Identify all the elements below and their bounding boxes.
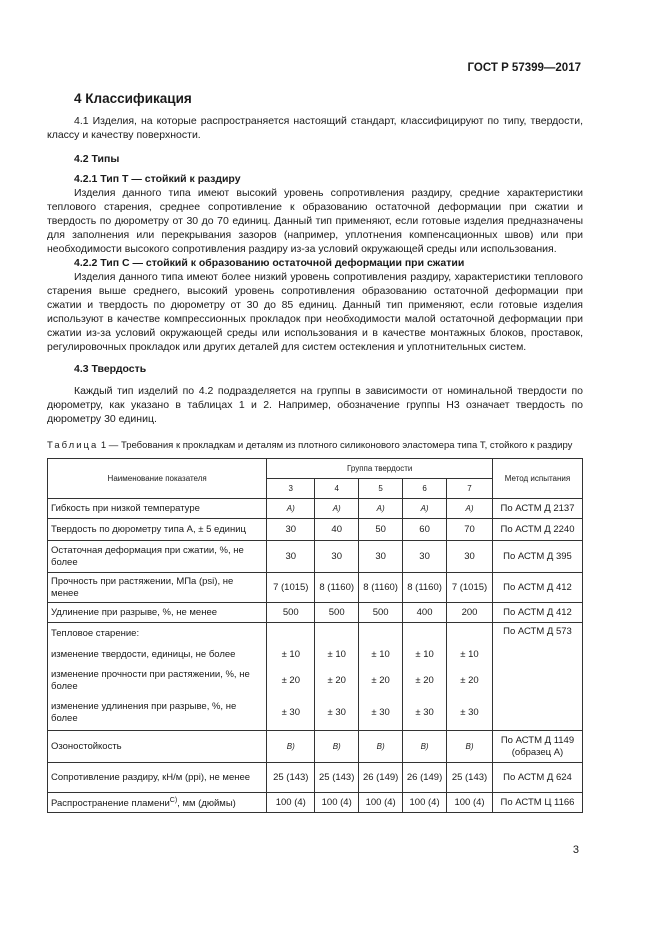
cell: 70: [447, 519, 493, 541]
cell: 25 (143): [447, 763, 493, 793]
page-number: 3: [572, 844, 579, 856]
table-row: [48, 541, 583, 573]
cell: 50: [359, 519, 403, 541]
cell: 30: [267, 519, 315, 541]
table-caption: [47, 440, 583, 452]
cell: 7 (1015): [267, 573, 315, 603]
row-name: Озоностойкость: [48, 731, 267, 763]
cell: 100 (4): [315, 793, 359, 813]
cell: 30: [359, 541, 403, 573]
row-name-suffix: , мм (дюймы): [177, 798, 236, 810]
cell: ± 30: [267, 697, 315, 731]
cell: 7 (1015): [447, 573, 493, 603]
cell: 25 (143): [267, 763, 315, 793]
row-name: Прочность при растяжении, МПа (psi), не менее: [48, 573, 267, 603]
cell: 100 (4): [359, 793, 403, 813]
method-cell: По АСТМ Д 1149 (образец А): [492, 731, 582, 763]
cell: ± 10: [403, 645, 447, 665]
cell: ± 20: [447, 665, 493, 697]
cell: ± 20: [403, 665, 447, 697]
cell: 8 (1160): [315, 573, 359, 603]
row-name: Удлинение при разрыве, %, не менее: [48, 603, 267, 623]
cell: 25 (143): [315, 763, 359, 793]
row-name: Сопротивление раздиру, кН/м (ppi), не менее: [48, 763, 267, 793]
method-cell: По АСТМ Ц 1166: [492, 793, 582, 813]
table-caption-prefix: Таблица: [47, 440, 99, 451]
cell: B): [315, 731, 359, 763]
cell: ± 10: [267, 645, 315, 665]
footnote-mark: C): [169, 796, 178, 804]
cell: ± 30: [359, 697, 403, 731]
cell: A): [403, 499, 447, 519]
method-cell: По АСТМ Д 412: [492, 573, 582, 603]
cell: B): [403, 731, 447, 763]
cell: A): [447, 499, 493, 519]
group-6: 6: [403, 479, 447, 499]
cell: A): [359, 499, 403, 519]
section-title: 4 Классификация: [74, 91, 192, 106]
table-row: [48, 519, 583, 541]
group-4: 4: [315, 479, 359, 499]
cell: 26 (149): [359, 763, 403, 793]
row-name: [48, 793, 267, 813]
heading-4-2: 4.2 Типы: [74, 153, 120, 165]
row-name: Остаточная деформация при сжатии, %, не более: [48, 541, 267, 573]
cell: ± 30: [403, 697, 447, 731]
cell: 100 (4): [403, 793, 447, 813]
row-name: изменение прочности при растяжении, %, не более: [48, 665, 267, 697]
cell: 400: [403, 603, 447, 623]
cell: ± 20: [267, 665, 315, 697]
col-header-group: Группа твердости: [267, 459, 493, 479]
cell: ± 30: [315, 697, 359, 731]
row-name-main: Распространение пламени: [51, 798, 170, 810]
cell: ± 10: [359, 645, 403, 665]
cell: ± 20: [315, 665, 359, 697]
table-row: [48, 623, 583, 645]
cell: 200: [447, 603, 493, 623]
cell: 8 (1160): [359, 573, 403, 603]
paragraph-4-2-2: Изделия данного типа имеют более низкий уровень сопротивления раздиру, характеристики теплового старения выше среднего, высокий уровень сопротивления образованию остаточной деформации при сжатии и твердость по дюрометру от 30 до 85 единиц. Данный тип применяют, если готовые изделия используют в качестве компрессионных прокладок при необходимости малой остаточной деформации при сжатии из-за условий окружающей среды или использования и в качестве монтажных блоков, проставок, регулировочных прокладок или других деталей для систем остекления и уплотнительных систем.: [47, 271, 583, 353]
cell: 30: [403, 541, 447, 573]
cell: 100 (4): [447, 793, 493, 813]
cell: 500: [267, 603, 315, 623]
col-header-name: Наименование показателя: [48, 459, 267, 499]
row-name: Тепловое старение:: [48, 623, 267, 645]
table-row: [48, 603, 583, 623]
row-name: Твердость по дюрометру типа А, ± 5 единиц: [48, 519, 267, 541]
paragraph-4-2-1: Изделия данного типа имеют высокий уровень сопротивления раздиру, средние характеристики теплового старения, среднее сопротивление к образованию остаточной деформации при сжатии и твердость по дюрометру от 30 до 70 единиц. Данный тип применяют, если готовые изделия предназначены для заполнения или перекрывания зазоров (например, уплотнения компенсационных швов) или при необходимости высокого сопротивления раздиру из-за условий окружающей среды или использования.: [47, 187, 583, 255]
group-5: 5: [359, 479, 403, 499]
method-cell: По АСТМ Д 2137: [492, 499, 582, 519]
cell: ± 20: [359, 665, 403, 697]
table-caption-text: 1 — Требования к прокладкам и деталям из плотного силиконового эластомера типа Т, стойкого к раздиру: [98, 440, 573, 451]
cell: A): [267, 499, 315, 519]
cell: B): [359, 731, 403, 763]
cell: 30: [315, 541, 359, 573]
cell: ± 10: [315, 645, 359, 665]
row-name: Гибкость при низкой температуре: [48, 499, 267, 519]
cell: ± 30: [447, 697, 493, 731]
cell: ± 10: [447, 645, 493, 665]
row-name: изменение удлинения при разрыве, %, не более: [48, 697, 267, 731]
table-row: [48, 573, 583, 603]
requirements-table: [47, 458, 583, 813]
cell: 8 (1160): [403, 573, 447, 603]
cell: B): [267, 731, 315, 763]
cell: 26 (149): [403, 763, 447, 793]
method-cell: По АСТМ Д 395: [492, 541, 582, 573]
cell: 500: [315, 603, 359, 623]
page-content: [47, 92, 583, 813]
heading-4-3: 4.3 Твердость: [74, 363, 147, 375]
method-cell: По АСТМ Д 573: [492, 623, 582, 731]
paragraph-4-3: Каждый тип изделий по 4.2 подразделяется на группы в зависимости от номинальной твердости по дюрометру, как указано в таблицах 1 и 2. Например, обозначение группы Н3 означает твердость по дюрометру 30 единиц.: [47, 385, 583, 425]
cell: 30: [447, 541, 493, 573]
method-cell: По АСТМ Д 412: [492, 603, 582, 623]
cell: 100 (4): [267, 793, 315, 813]
table-row: [48, 731, 583, 763]
method-cell: По АСТМ Д 624: [492, 763, 582, 793]
cell: A): [315, 499, 359, 519]
paragraph-4-1: 4.1 Изделия, на которые распространяется настоящий стандарт, классифицируют по типу, твердости, классу и качеству поверхности.: [47, 115, 583, 141]
group-7: 7: [447, 479, 493, 499]
table-row: [48, 763, 583, 793]
cell: 40: [315, 519, 359, 541]
document-code: ГОСТ Р 57399—2017: [467, 62, 581, 74]
cell: 60: [403, 519, 447, 541]
cell: B): [447, 731, 493, 763]
cell: 30: [267, 541, 315, 573]
col-header-method: Метод испытания: [492, 459, 582, 499]
heading-4-2-2: 4.2.2 Тип С — стойкий к образованию остаточной деформации при сжатии: [74, 257, 465, 269]
row-name: изменение твердости, единицы, не более: [48, 645, 267, 665]
heading-4-2-1: 4.2.1 Тип Т — стойкий к раздиру: [74, 173, 241, 185]
group-3: 3: [267, 479, 315, 499]
table-row: [48, 499, 583, 519]
cell: 500: [359, 603, 403, 623]
method-cell: По АСТМ Д 2240: [492, 519, 582, 541]
table-row: [48, 793, 583, 813]
